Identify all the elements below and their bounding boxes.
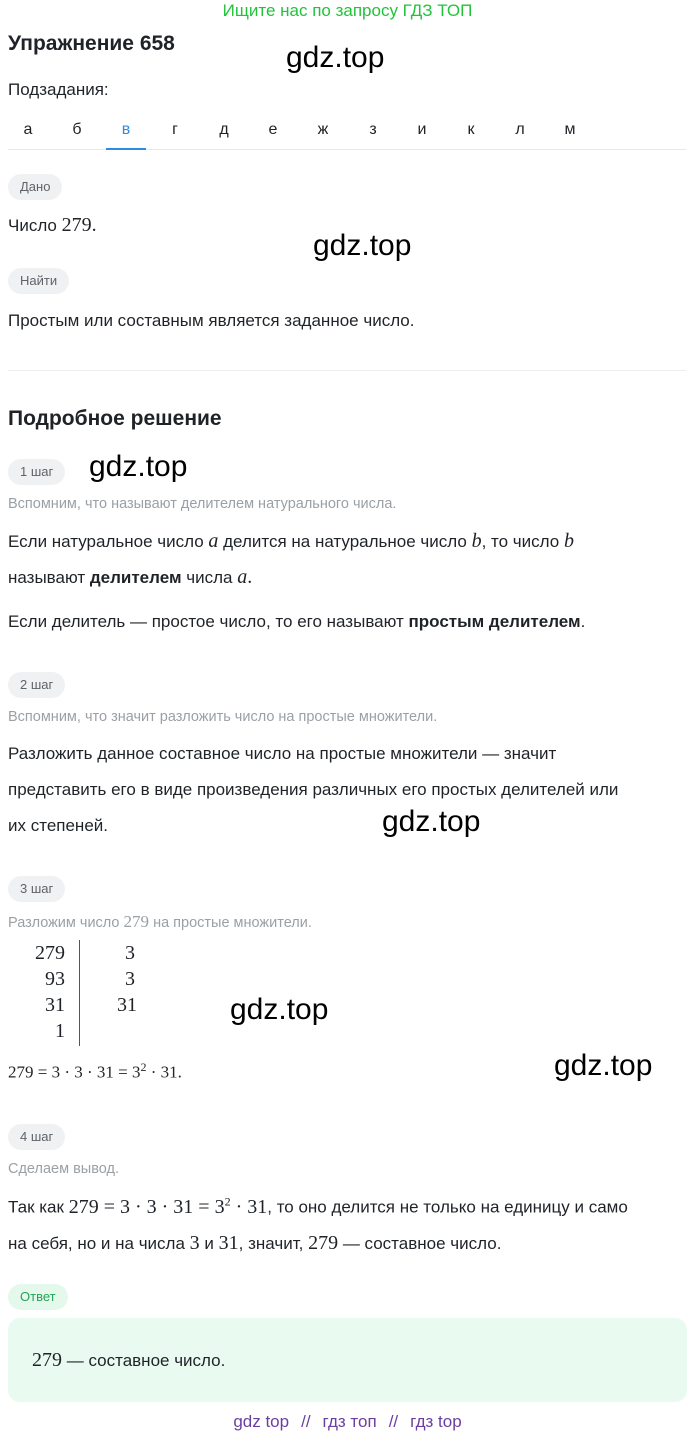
factor-left: 93 [45, 968, 65, 990]
watermark: gdz.top [313, 229, 412, 262]
page-title: Упражнение 658 [8, 32, 175, 55]
watermark: gdz.top [382, 805, 481, 838]
find-badge: Найти [8, 268, 69, 294]
step1-line3: Если делитель — простое число, то его называют простым делителем. [8, 612, 586, 631]
tab-k[interactable]: к [467, 121, 475, 138]
given-text: Число 279. [8, 214, 97, 236]
step4-hint: Сделаем вывод. [8, 1161, 120, 1177]
step1-line2: называют делителем числа a. [8, 566, 253, 588]
tab-z[interactable]: з [369, 121, 377, 138]
footer-separator: // [301, 1412, 311, 1431]
tab-e[interactable]: е [268, 121, 278, 138]
step3-hint: Разложим число 279 на простые множители. [8, 912, 312, 931]
tab-a[interactable]: а [23, 121, 33, 138]
watermark: gdz.top [230, 993, 329, 1026]
tab-i[interactable]: и [417, 121, 427, 138]
factor-left: 279 [35, 942, 65, 964]
subtasks-label: Подзадания: [8, 80, 109, 99]
step1-hint: Вспомним, что называют делителем натурального числа. [8, 496, 397, 512]
footer-link[interactable]: гдз top [410, 1412, 462, 1431]
tab-l[interactable]: л [515, 121, 525, 138]
factor-right: 3 [125, 942, 135, 964]
tab-g[interactable]: г [172, 121, 178, 138]
factor-equation: $279 = 3 \cdot 3 \cdot 31 = 3^2 \cdot 31$. [8, 1060, 182, 1082]
answer-badge: Ответ [8, 1284, 68, 1310]
step3-badge: 3 шаг [8, 876, 65, 902]
find-text: Простым или составным является заданное число. [8, 311, 415, 330]
factor-left: 1 [55, 1020, 65, 1042]
step4-line2: на себя, но и на числа 3 и 31, значит, 279 — составное число. [8, 1232, 502, 1254]
watermark: gdz.top [89, 450, 188, 483]
tab-m[interactable]: м [564, 121, 576, 138]
step4-line1: Так как $279 = 3 \cdot 3 \cdot 31 = 3^2 \cdot 31$, то оно делится не только на единицу и само [8, 1194, 628, 1218]
divider [8, 370, 686, 371]
factor-divider [79, 940, 80, 1046]
step2-line3: их степеней. [8, 816, 108, 835]
step1-badge: 1 шаг [8, 459, 65, 485]
tab-d[interactable]: д [219, 121, 229, 138]
subtask-tabs [8, 110, 686, 150]
factor-left: 31 [45, 994, 65, 1016]
step2-hint: Вспомним, что значит разложить число на простые множители. [8, 709, 438, 725]
promo-link[interactable]: Ищите нас по запросу ГДЗ ТОП [222, 1, 473, 20]
footer-links [0, 1412, 695, 1432]
given-badge: Дано [8, 174, 62, 200]
factor-right: 3 [125, 968, 135, 990]
tab-v[interactable]: в [106, 110, 146, 150]
tab-zh[interactable]: ж [317, 121, 329, 138]
step2-line1: Разложить данное составное число на простые множители — значит [8, 744, 557, 763]
step4-badge: 4 шаг [8, 1124, 65, 1150]
footer-link[interactable]: гдз топ [322, 1412, 377, 1431]
watermark: gdz.top [286, 41, 385, 74]
watermark: gdz.top [554, 1049, 653, 1082]
footer-link[interactable]: gdz top [233, 1412, 290, 1431]
tab-b[interactable]: б [72, 121, 82, 138]
step1-line1: Если натуральное число a делится на натуральное число b, то число b [8, 530, 574, 552]
step2-badge: 2 шаг [8, 672, 65, 698]
solution-title: Подробное решение [8, 407, 222, 430]
footer-separator: // [388, 1412, 399, 1431]
step2-line2: представить его в виде произведения различных его простых делителей или [8, 780, 619, 799]
answer-text: 279 — составное число. [32, 1349, 226, 1371]
factor-right: 31 [117, 994, 137, 1016]
